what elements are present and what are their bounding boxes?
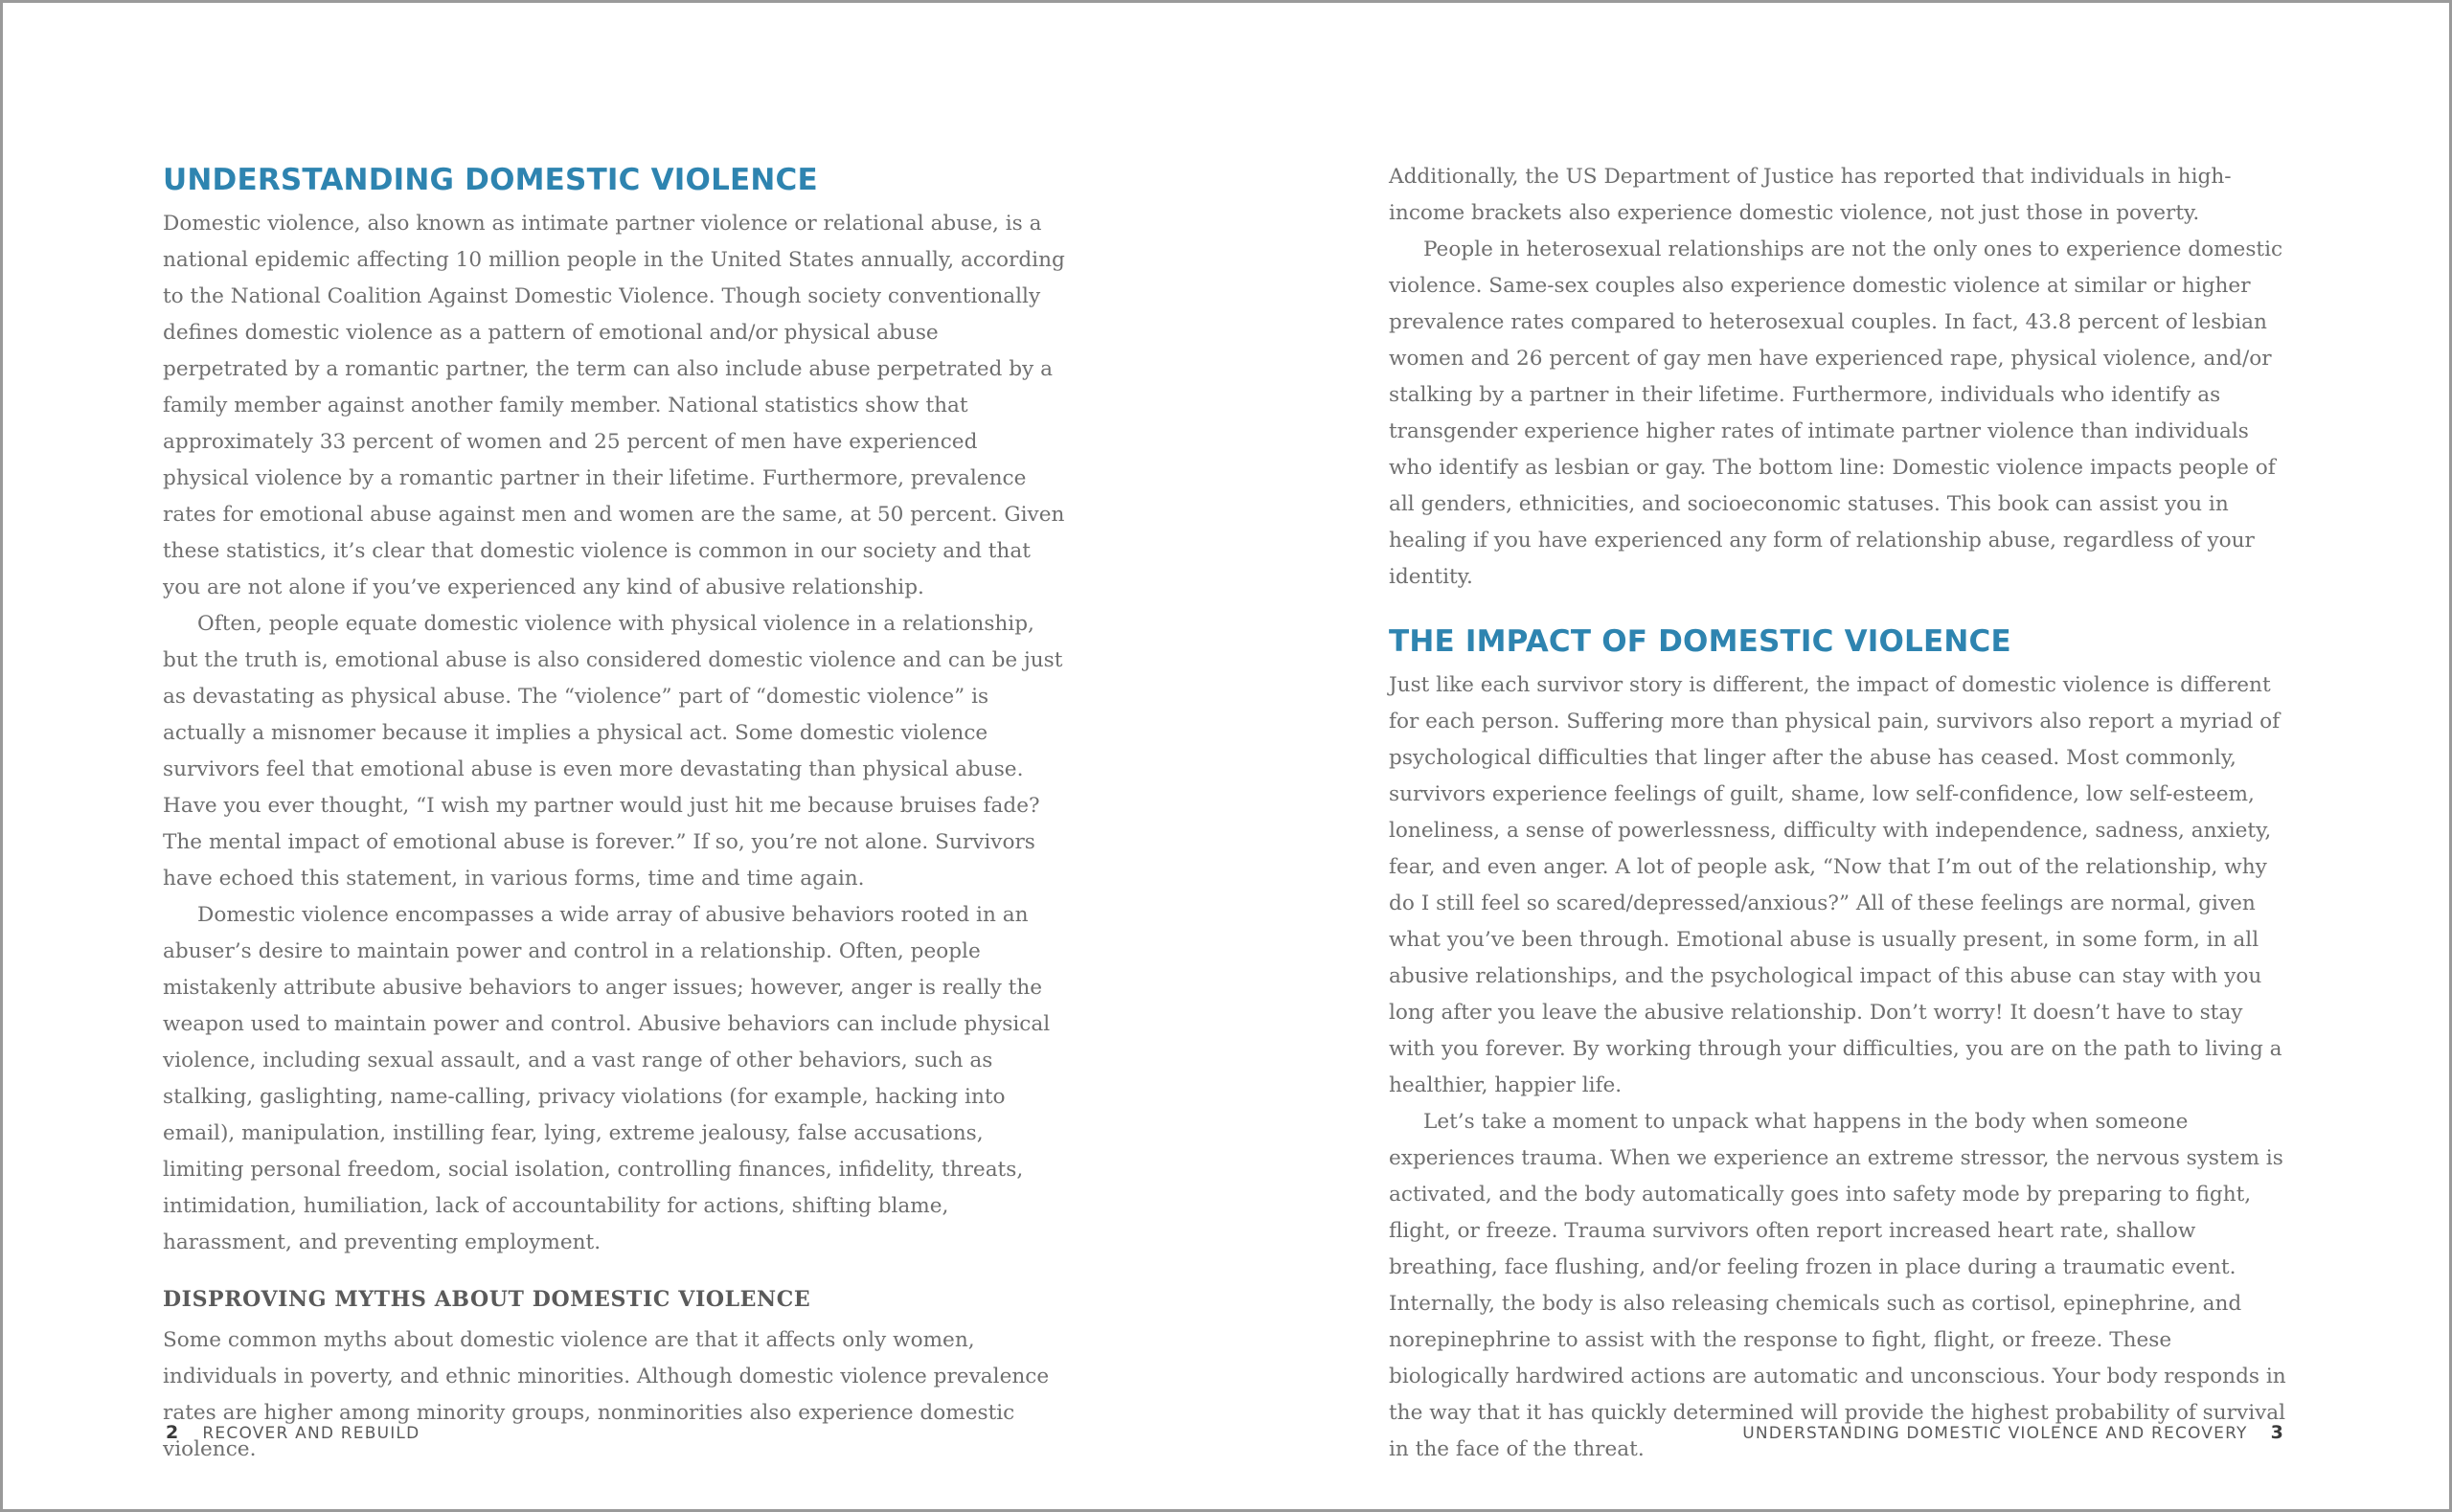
running-head: RECOVER AND REBUILD — [202, 1424, 420, 1443]
page-number: 3 — [2270, 1422, 2284, 1443]
body-paragraph: Domestic violence, also known as intimate partner violence or relational abuse, is a national epidemic affecting 10 million people in the United States annually, according to the National Coalition Against Domestic Violence. Though society conventionally defines domestic violence as a pattern of emotional and/or physical abuse perpetrated by a romantic partner, the term can also include abuse perpetrated by a family member against another family member. National statistics show that approximately 33 percent of women and 25 percent of men have experienced physical violence by a romantic partner in their lifetime. Furthermore, prevalence rates for emotional abuse against men and women are the same, at 50 percent. Given these statistics, it’s clear that domestic violence is common in our society and that you are not alone if you’ve experienced any kind of abusive relationship. — [163, 212, 1065, 599]
left-page — [3, 3, 1226, 1509]
subheading-disproving-myths: DISPROVING MYTHS ABOUT DOMESTIC VIOLENCE — [163, 1287, 811, 1312]
body-paragraph: Some common myths about domestic violence are that it affects only women, individuals in poverty, and ethnic minorities. Although domestic violence prevalence rates are higher among minority groups, nonminorities also experience domestic violence. — [163, 1328, 1050, 1461]
body-paragraph: Let’s take a moment to unpack what happens in the body when someone experiences trauma. When we experience an extreme stressor, the nervous system is activated, and the body automatically goes into safety mode by preparing to fight, flight, or freeze. Trauma survivors often report increased heart rate, shallow breathing, face flushing, and/or feeling frozen in place during a traumatic event. Internally, the body is also releasing chemicals such as cortisol, epinephrine, and norepinephrine to assist with the response to fight, flight, or freeze. These biologically hardwired actions are automatic and unconscious. Your body responds in the way that it has quickly determined will provide the highest probability of survival in the face of the threat. — [1389, 1110, 2286, 1461]
body-paragraph: People in heterosexual relationships are not the only ones to experience domestic violence. Same-sex couples also experience domestic violence at similar or higher prevalence rates compared to heterosexual couples. In fact, 43.8 percent of lesbian women and 26 percent of gay men have experienced rape, physical violence, and/or stalking by a partner in their lifetime. Furthermore, individuals who identify as transgender experience higher rates of intimate partner violence than individuals who identify as lesbian or gay. The bottom line: Domestic violence impacts people of all genders, ethnicities, and socioeconomic statuses. This book can assist you in healing if you have experienced any form of relationship abuse, regardless of your identity. — [1389, 237, 2283, 589]
body-paragraph: Just like each survivor story is different, the impact of domestic violence is different for each person. Suffering more than physical pain, survivors also report a myriad of psychological difficulties that linger after the abuse has ceased. Most commonly, survivors experience feelings of guilt, shame, low self-confidence, low self-esteem, loneliness, a sense of powerlessness, difficulty with independence, sadness, anxiety, fear, and even anger. A lot of people ask, “Now that I’m out of the relationship, why do I still feel so scared/depressed/anxious?” All of these feelings are normal, given what you’ve been through. Emotional abuse is usually present, in some form, in all abusive relationships, and the psychological impact of this abuse can stay with you long after you leave the abusive relationship. Don’t worry! It doesn’t have to stay with you forever. By working through your difficulties, you are on the path to living a healthier, happier life. — [1389, 673, 2282, 1097]
body-paragraph: Additionally, the US Department of Justice has reported that individuals in high-income brackets also experience domestic violence, not just those in poverty. — [1389, 165, 2232, 225]
page-number: 2 — [166, 1422, 180, 1443]
book-spread — [3, 3, 2449, 1509]
body-paragraph: Domestic violence encompasses a wide array of abusive behaviors rooted in an abuser’s desire to maintain power and control in a relationship. Often, people mistakenly attribute abusive behaviors to anger issues; however, anger is really the weapon used to maintain power and control. Abusive behaviors can include physical violence, including sexual assault, and a vast range of other behaviors, such as stalking, gaslighting, name-calling, privacy violations (for example, hacking into email), manipulation, instilling fear, lying, extreme jealousy, false accusations, limiting personal freedom, social isolation, controlling finances, infidelity, threats, intimidation, humiliation, lack of accountability for actions, shifting blame, harassment, and preventing employment. — [163, 903, 1051, 1254]
section-heading-impact: THE IMPACT OF DOMESTIC VIOLENCE — [1389, 624, 2011, 659]
running-head: UNDERSTANDING DOMESTIC VIOLENCE AND RECOVERY — [1742, 1424, 2248, 1443]
section-heading-understanding: UNDERSTANDING DOMESTIC VIOLENCE — [163, 163, 818, 197]
left-column — [163, 159, 1069, 1468]
right-footer — [1742, 1421, 2284, 1445]
right-page — [1226, 3, 2449, 1509]
right-column — [1389, 159, 2295, 1468]
body-paragraph: Often, people equate domestic violence with physical violence in a relationship, but the truth is, emotional abuse is also considered domestic violence and can be just as devastating as physical abuse. The “violence” part of “domestic violence” is actually a misnomer because it implies a physical act. Some domestic violence survivors feel that emotional abuse is even more devastating than physical abuse. Have you ever thought, “I wish my partner would just hit me because bruises fade? The mental impact of emotional abuse is forever.” If so, you’re not alone. Survivors have echoed this statement, in various forms, time and time again. — [163, 612, 1063, 891]
left-footer — [166, 1421, 420, 1445]
